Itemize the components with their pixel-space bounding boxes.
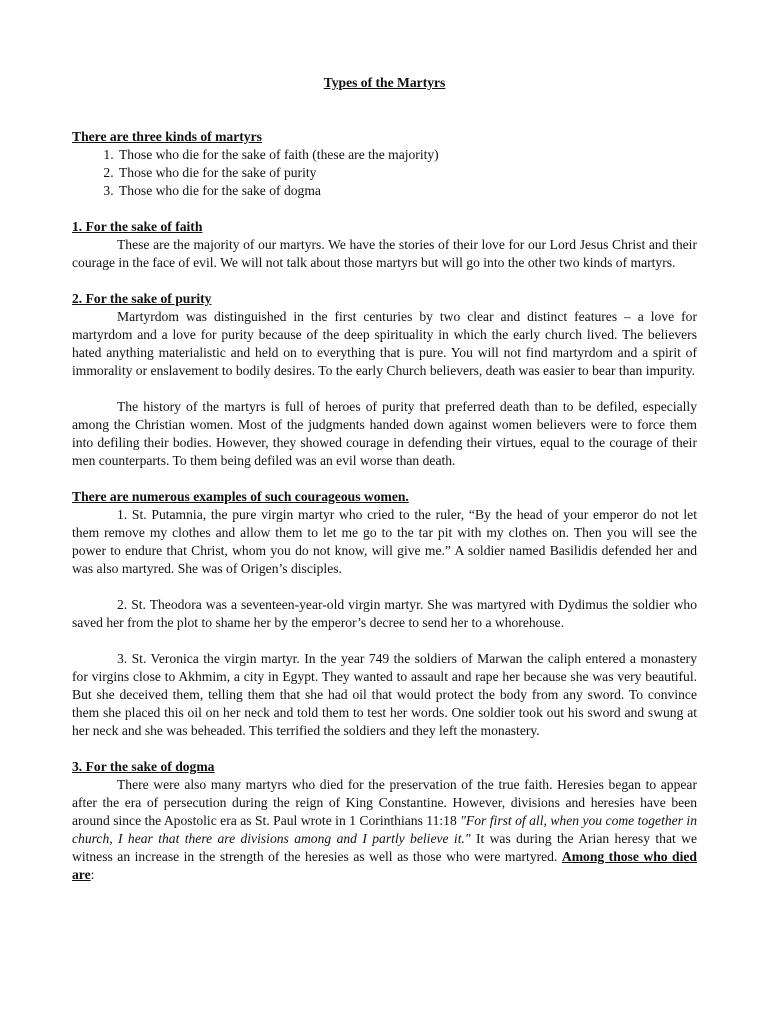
list-item: 2. Those who die for the sake of purity xyxy=(117,164,697,182)
section-purity-paragraph-1: Martyrdom was distinguished in the first centuries by two clear and distinct features – a love for martyrdom and a love for purity because of the deep spirituality in which the early church lived. The believers hated anything materialistic and held on to everything that is pure. You will not find martyrdom and a spirit of immorality or enslavement to bodily desires. To the early Church believers, death was easier to bear than impurity. xyxy=(72,309,697,378)
page-title: Types of the Martyrs xyxy=(323,75,446,90)
intro-heading: There are three kinds of martyrs xyxy=(72,129,262,144)
martyr-kinds-list xyxy=(72,146,697,200)
list-item: 1. Those who die for the sake of faith (these are the majority) xyxy=(117,146,697,164)
section-faith-paragraph: These are the majority of our martyrs. We have the stories of their love for our Lord Jesus Christ and their courage in the face of evil. We will not talk about those martyrs but will go into the other two kinds of martyrs. xyxy=(72,237,697,270)
dogma-text-part-1: There were also many martyrs who died for the preservation of the true faith. Heresies began to appear after the era of persecution during the reign of King Constantine. However, divisions and heresies have been around since the Apostolic era as St. Paul wrote in 1 Corinthians 11:18 xyxy=(72,777,697,828)
dogma-text-part-2: It was during the Arian heresy that we witness an increase in the strength of the heresies as well as those who were martyred. xyxy=(72,831,697,864)
section-faith-heading: 1. For the sake of faith xyxy=(72,219,203,234)
among-those-who-died-emphasis: Among those who died are xyxy=(72,849,697,882)
example-veronica: 3. St. Veronica the virgin martyr. In the year 749 the soldiers of Marwan the caliph entered a monastery for virgins close to Akhmim, a city in Egypt. They wanted to assault and rape her because she was very beautiful. But she deceived them, telling them that she had oil that would protect the body from any sword. To convince them she placed this oil on her neck and told them to test her words. One soldier took out his sword and swung at her neck and she was beheaded. This terrified the soldiers and they left the monastery. xyxy=(72,651,697,738)
document-page xyxy=(72,74,697,884)
section-dogma-paragraph xyxy=(72,776,697,884)
section-purity-heading: 2. For the sake of purity xyxy=(72,291,212,306)
corinthians-quote: "For first of all, when you come together in church, I hear that there are divisions among and I partly believe it." xyxy=(72,813,697,846)
examples-heading: There are numerous examples of such courageous women. xyxy=(72,489,409,504)
trailing-colon: : xyxy=(90,867,95,882)
example-putamnia: 1. St. Putamnia, the pure virgin martyr who cried to the ruler, “By the head of your emperor do not let them remove my clothes and allow them to let me go to the tar pit with my clothes on. Then you will see the power to endure that Christ, whom you do not know, will give me.” A soldier named Basilidis defended her and was also martyred. She was of Origen’s disciples. xyxy=(72,507,697,576)
list-item: 3. Those who die for the sake of dogma xyxy=(117,182,697,200)
section-dogma-heading: 3. For the sake of dogma xyxy=(72,759,215,774)
example-theodora: 2. St. Theodora was a seventeen-year-old virgin martyr. She was martyred with Dydimus the soldier who saved her from the plot to shame her by the emperor’s decree to send her to a whorehouse. xyxy=(72,597,697,630)
section-purity-paragraph-2: The history of the martyrs is full of heroes of purity that preferred death than to be defiled, especially among the Christian women. Most of the judgments handed down against women believers were to force them into defiling their bodies. However, they showed courage in defending their virtues, equal to the courage of their men counterparts. To them being defiled was an evil worse than death. xyxy=(72,399,697,468)
